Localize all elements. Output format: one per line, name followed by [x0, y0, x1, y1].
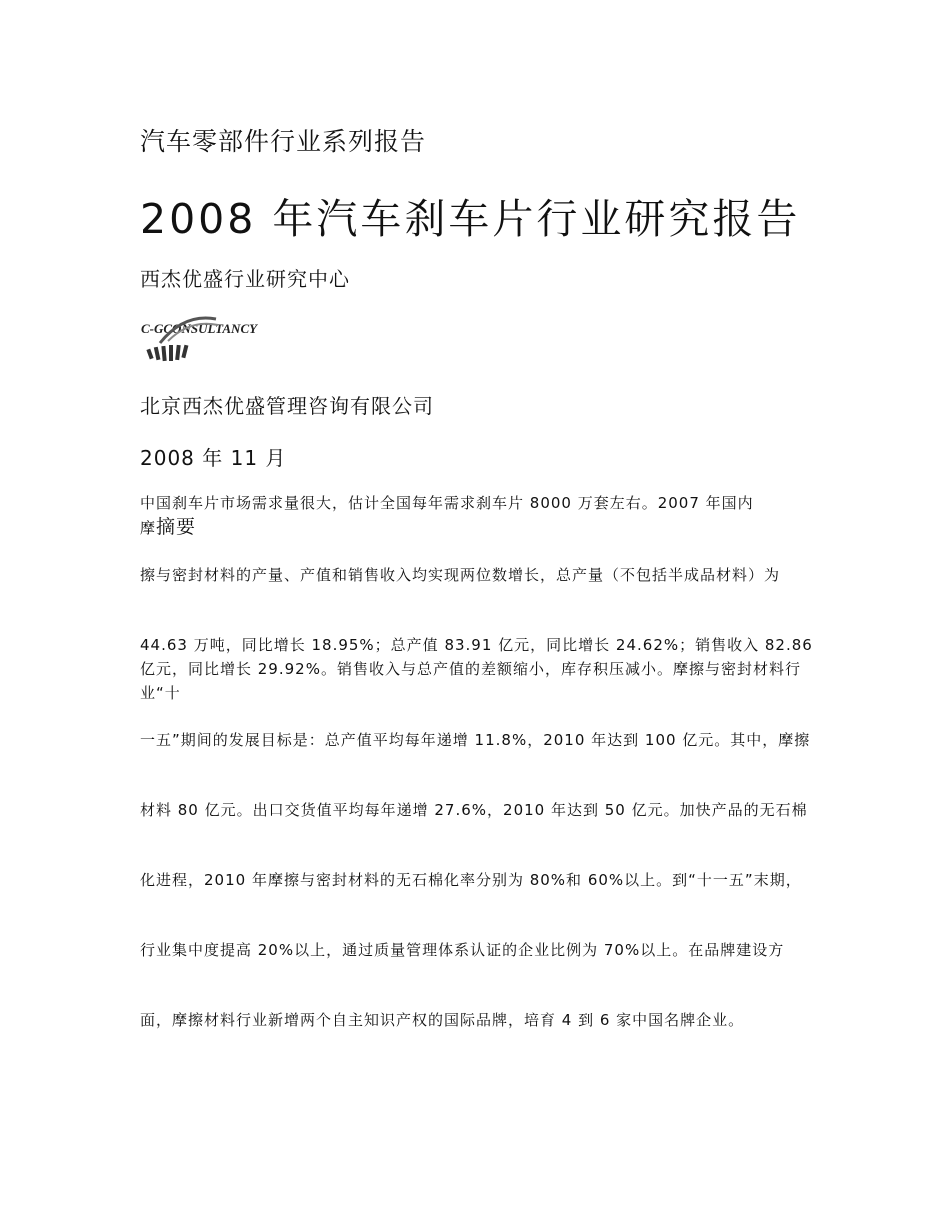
paragraph-1: [140, 491, 830, 540]
paragraph-1-line-1: 中国刹车片市场需求量很大，估计全国每年需求刹车片 8000 万套左右。2007 年国内: [140, 494, 754, 512]
paragraph-8: 面，摩擦材料行业新增两个自主知识产权的国际品牌，培育 4 到 6 家中国名牌企业。: [140, 1011, 745, 1029]
report-series-title: 汽车零部件行业系列报告: [140, 127, 427, 156]
paragraph-5: 材料 80 亿元。出口交货值平均每年递增 27.6%，2010 年达到 50 亿元。加快产品的无石棉: [140, 801, 808, 819]
report-title: 2008 年汽车刹车片行业研究报告: [140, 195, 801, 243]
logo-text: C-GCONSULTANCY: [141, 321, 258, 336]
paragraph-1-line-2-prefix: 摩: [140, 519, 157, 537]
abstract-heading: 摘要: [156, 516, 197, 538]
report-date: 2008 年 11 月: [140, 446, 287, 470]
paragraph-3: 44.63 万吨，同比增长 18.95%；总产值 83.91 亿元，同比增长 24.62%；销售收入 82.86 亿元，同比增长 29.92%。销售收入与总产值的差额缩小，库存积压减小。摩擦与密封材料行业“十: [140, 636, 813, 702]
paragraph-6: 化进程，2010 年摩擦与密封材料的无石棉化率分别为 80%和 60%以上。到“十一五”末期，: [140, 871, 802, 889]
paragraph-2: 擦与密封材料的产量、产值和销售收入均实现两位数增长，总产量（不包括半成品材料）为: [140, 566, 781, 584]
paragraph-7: 行业集中度提高 20%以上，通过质量管理体系认证的企业比例为 70%以上。在品牌建设方: [140, 941, 785, 959]
company-name: 北京西杰优盛管理咨询有限公司: [140, 394, 434, 418]
paragraph-4: 一五”期间的发展目标是：总产值平均每年递增 11.8%，2010 年达到 100 亿元。其中，摩擦: [140, 731, 811, 749]
research-center-name: 西杰优盛行业研究中心: [140, 267, 350, 291]
consultancy-logo-icon: [140, 305, 258, 365]
